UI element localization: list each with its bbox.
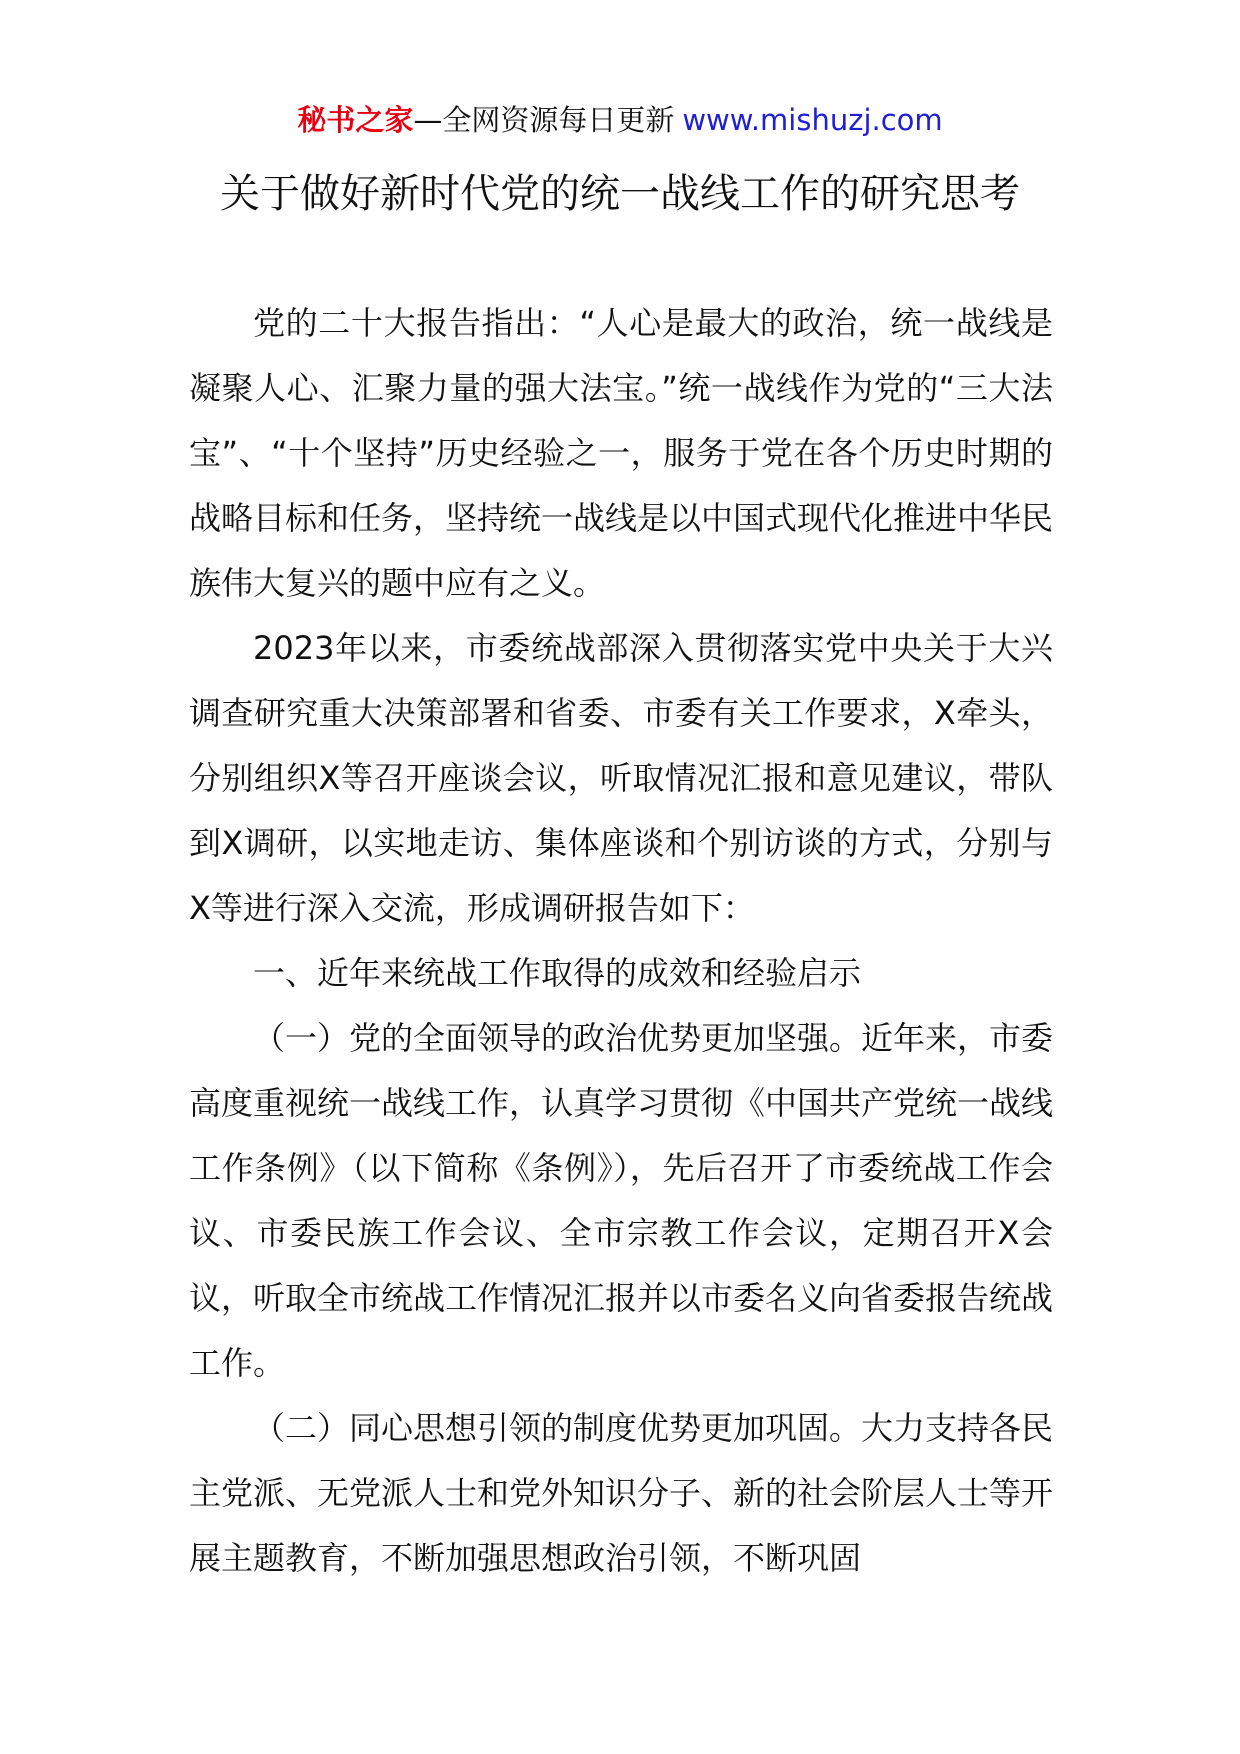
paragraph: （二）同心思想引领的制度优势更加巩固。大力支持各民主党派、无党派人士和党外知识分子、新的社会阶层人士等开展主题教育，不断加强思想政治引领，不断巩固 bbox=[189, 1409, 1054, 1577]
section-heading: 一、近年来统战工作取得的成效和经验启示 bbox=[253, 954, 862, 992]
site-brand: 秘书之家 bbox=[297, 103, 414, 137]
site-url-link[interactable]: www.mishuzj.com bbox=[682, 103, 943, 137]
paragraph: 2023年以来，市委统战部深入贯彻落实党中央关于大兴调查研究重大决策部署和省委、市委有关工作要求，X牵头，分别组织X等召开座谈会议，听取情况汇报和意见建议，带队到X调研，以实地走访、集体座谈和个别访谈的方式，分别与X等进行深入交流，形成调研报告如下： bbox=[189, 629, 1053, 927]
site-tagline: —全网资源每日更新 bbox=[413, 103, 675, 137]
site-header bbox=[0, 100, 1240, 140]
document-body bbox=[189, 291, 1053, 1591]
paragraph: 党的二十大报告指出：“人心是最大的政治，统一战线是凝聚人心、汇聚力量的强大法宝。”统一战线作为党的“三大法宝”、“十个坚持”历史经验之一，服务于党在各个历史时期的战略目标和任务，坚持统一战线是以中国式现代化推进中华民族伟大复兴的题中应有之义。 bbox=[189, 304, 1054, 602]
paragraph: （一）党的全面领导的政治优势更加坚强。近年来，市委高度重视统一战线工作，认真学习贯彻《中国共产党统一战线工作条例》（以下简称《条例》），先后召开了市委统战工作会议、市委民族工作会议、全市宗教工作会议，定期召开X会议，听取全市统战工作情况汇报并以市委名义向省委报告统战工作。 bbox=[189, 1019, 1054, 1382]
document-title: 关于做好新时代党的统一战线工作的研究思考 bbox=[220, 171, 1020, 217]
